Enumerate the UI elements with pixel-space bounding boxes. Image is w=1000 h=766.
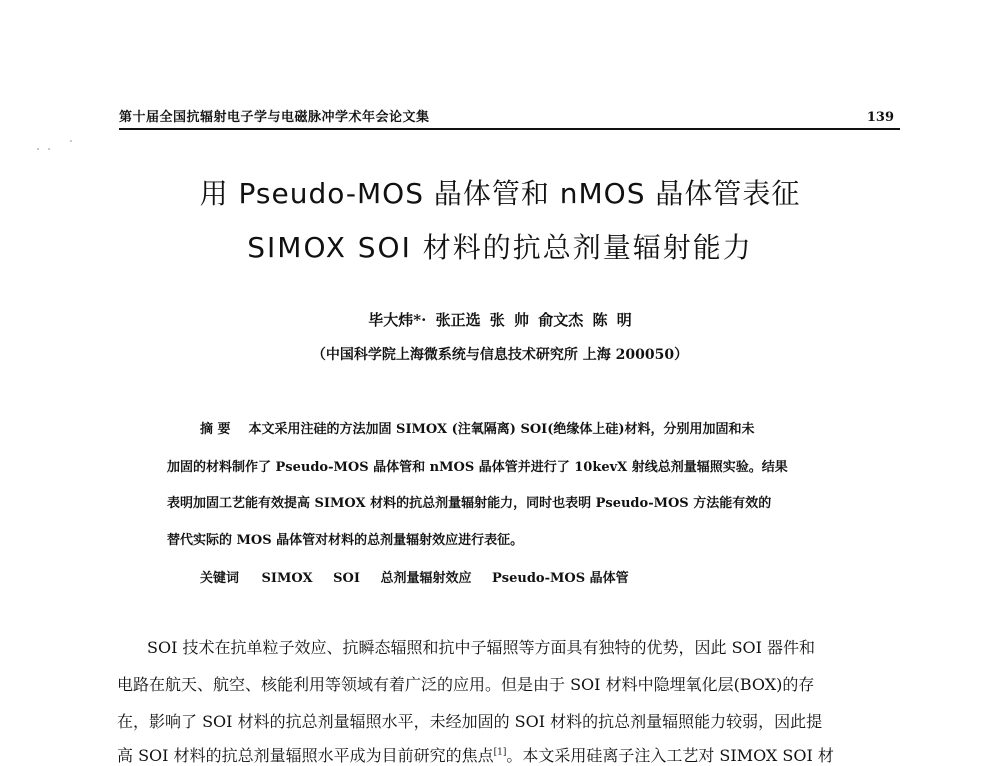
keyword: SOI [333,571,360,586]
abstract-line-3: 表明加固工艺能有效提高 SIMOX 材料的抗总剂量辐射能力，同时也表明 Pseudo-MOS 方法能有效的 [167,496,772,511]
body-line-2: 电路在航天、航空、核能利用等领域有着广泛的应用。但是由于 SOI 材料中隐埋氧化层(BOX)的存 [117,675,815,694]
scan-specks [35,135,75,155]
keyword: SIMOX [261,571,313,586]
proceedings-title: 第十届全国抗辐射电子学与电磁脉冲学术年会论文集 [119,110,430,125]
keyword: 总剂量辐射效应 [380,571,472,586]
keywords-line [200,567,629,586]
page-number: 139 [866,110,894,125]
body-line-4-text: 高 SOI 材料的抗总剂量辐照水平成为目前研究的焦点 [117,746,494,765]
author-list: 毕大炜*· 张正选 张 帅 俞文杰 陈 明 [368,311,632,329]
abstract-line-2: 加固的材料制作了 Pseudo-MOS 晶体管和 nMOS 晶体管并进行了 10kevX 射线总剂量辐照实验。结果 [167,460,788,475]
body-line-4-continued: 。本文采用硅离子注入工艺对 SIMOX SOI 材 [506,746,834,765]
abstract-text-1: 本文采用注硅的方法加固 SIMOX (注氧隔离) SOI(绝缘体上硅)材料，分别用加固和未 [248,422,755,437]
keyword: Pseudo-MOS 晶体管 [492,571,629,586]
body-line-1: SOI 技术在抗单粒子效应、抗瞬态辐照和抗中子辐照等方面具有独特的优势，因此 SOI 器件和 [147,638,816,657]
running-header [119,106,900,130]
abstract-label: 摘 要 [200,422,231,437]
body-line-3: 在，影响了 SOI 材料的抗总剂量辐照水平，未经加固的 SOI 材料的抗总剂量辐照能力较弱，因此提 [117,712,823,731]
body-line-4 [117,743,834,766]
paper-title-line-2: SIMOX SOI 材料的抗总剂量辐射能力 [247,231,753,264]
paper-title-line-1: 用 Pseudo-MOS 晶体管和 nMOS 晶体管表征 [199,177,801,210]
abstract-line-4: 替代实际的 MOS 晶体管对材料的总剂量辐射效应进行表征。 [167,533,524,548]
author-affiliation: （中国科学院上海微系统与信息技术研究所 上海 200050） [311,347,689,363]
citation-ref: [1] [493,747,507,758]
keywords-label: 关键词 [200,571,240,586]
abstract-line-1 [200,418,755,437]
